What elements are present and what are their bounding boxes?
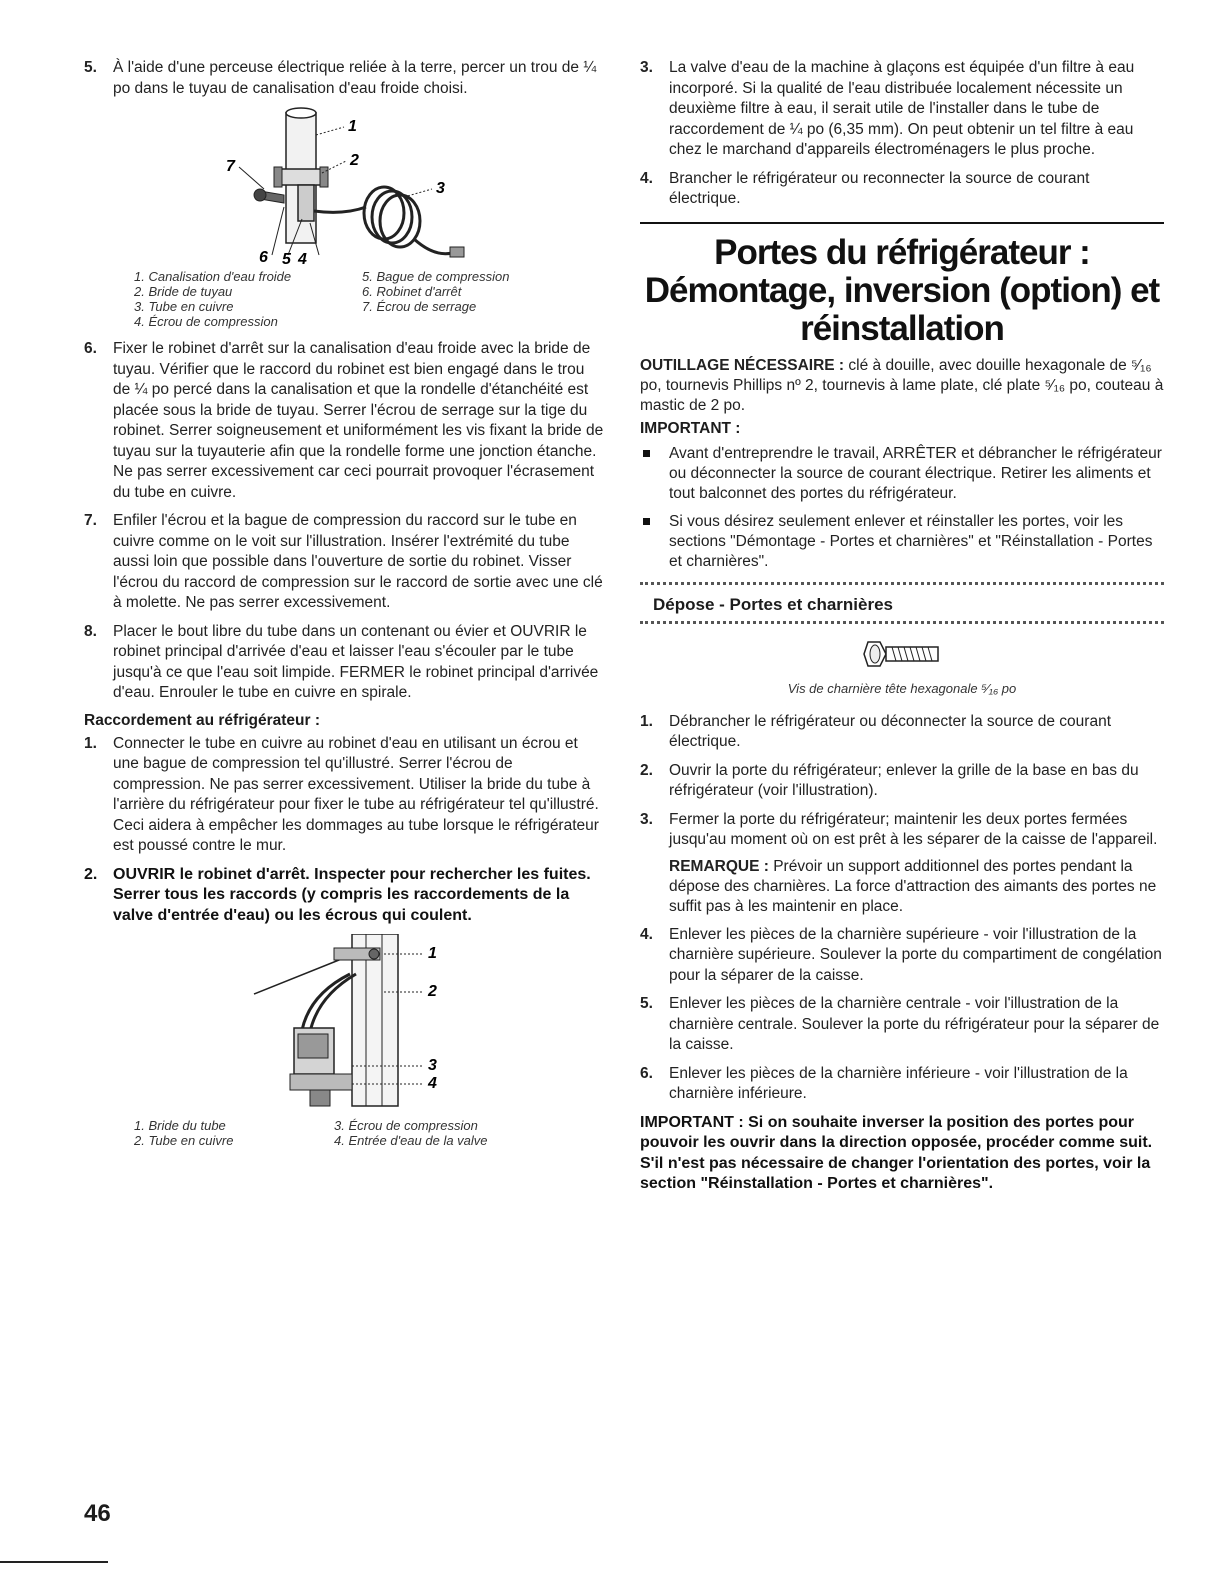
- step-number: 2.: [640, 761, 653, 779]
- caption: 3. Écrou de compression: [334, 1118, 478, 1133]
- raccord-step-1: [84, 734, 604, 857]
- callout-3: 3: [436, 180, 445, 197]
- step-text: Connecter le tube en cuivre au robinet d'eau en utilisant un écrou et une bague de compression tel qu'illustré. Serrer l'écrou de compression. Ne pas serrer excessivement. Utiliser la bride du tube à l'arrière du réfrigérateur pour fixer le tube au réfrigérateur tel qu'illustré. Ceci aidera à empêcher les dommages au tube lorsque le réfrigérateur est poussé contre le mur.: [113, 734, 599, 854]
- footer-rule: [0, 1561, 108, 1563]
- remarque-label: REMARQUE :: [669, 857, 769, 875]
- step-8: [84, 622, 604, 704]
- bullet-square-icon: [643, 450, 650, 457]
- callout-1: 1: [348, 118, 357, 135]
- step-number: 4.: [640, 169, 653, 187]
- caption: 1. Canalisation d'eau froide: [134, 269, 292, 284]
- page-number: 46: [84, 1500, 111, 1527]
- shutoff-valve-illustration: [84, 107, 604, 265]
- caption: 7. Écrou de serrage: [362, 299, 477, 314]
- figure-1-captions: [134, 269, 604, 329]
- caption: 4. Entrée d'eau de la valve: [334, 1133, 488, 1148]
- tools-text: clé à douille, avec douille hexagonale de ⁵⁄₁₆ po, tournevis Phillips nº 2, tournevis à lame plate, clé plate ⁵⁄₁₆ po, couteau à mastic de 2 po.: [640, 356, 1164, 414]
- step-number: 1.: [84, 734, 97, 752]
- caption: 6. Robinet d'arrêt: [362, 284, 462, 299]
- step-number: 3.: [640, 810, 653, 828]
- remarque-text: Prévoir un support additionnel des portes pendant la dépose des charnières. La force d'attraction des aimants des portes ne suffit pas à les maintenir en place.: [669, 857, 1157, 915]
- step-text: Ouvrir la porte du réfrigérateur; enlever la grille de la base en bas du réfrigérateur (voir l'illustration).: [669, 761, 1139, 799]
- callout-5: 5: [282, 251, 291, 265]
- screw-caption: Vis de charnière tête hexagonale ⁵⁄₁₆ po: [787, 680, 1017, 696]
- depose-step-2: [640, 761, 1164, 802]
- step-text: Enlever les pièces de la charnière inférieure - voir l'illustration de la charnière inférieure.: [669, 1064, 1128, 1102]
- important-label: IMPORTANT :: [640, 419, 741, 437]
- caption: 2. Tube en cuivre: [134, 1133, 234, 1148]
- step-number: 6.: [640, 1064, 653, 1082]
- left-column: [84, 58, 604, 1148]
- tools-label: OUTILLAGE NÉCESSAIRE :: [640, 356, 845, 374]
- depose-step-3: [640, 810, 1164, 917]
- depose-step-6: [640, 1064, 1164, 1105]
- callout-1: 1: [428, 945, 437, 962]
- hinge-screw-figure: [640, 638, 1164, 675]
- callout-4: 4: [428, 1075, 437, 1092]
- step-7: [84, 511, 604, 614]
- step-number: 8.: [84, 622, 97, 640]
- step-text: OUVRIR le robinet d'arrêt. Inspecter pour rechercher les fuites. Serrer tous les raccords (y compris les raccordements de la valve d'entrée d'eau) ou les écrous qui coulent.: [113, 865, 591, 924]
- step-3: [640, 58, 1164, 161]
- step-number: 2.: [84, 865, 98, 883]
- caption: 2. Bride de tuyau: [134, 284, 233, 299]
- shutoff-valve-figure: [84, 107, 604, 265]
- step-text: Fermer la porte du réfrigérateur; maintenir les deux portes fermées jusqu'au moment où on est prêt à les séparer de la caisse de l'appareil.: [669, 810, 1158, 848]
- step-text: Placer le bout libre du tube dans un contenant ou évier et OUVRIR le robinet principal d'arrivée d'eau et laisser l'eau s'écouler par le tube jusqu'à ce que l'eau soit limpide. FERMER le robinet principal d'arrivée d'eau. Enrouler le tube en cuivre en spirale.: [113, 622, 599, 701]
- dotted-divider: [640, 582, 1164, 585]
- caption: 1. Bride du tube: [134, 1118, 226, 1133]
- bullet-text: Si vous désirez seulement enlever et réinstaller les portes, voir les sections "Démontage - Portes et charnières" et "Réinstallation - Portes et charnières".: [669, 512, 1153, 570]
- bullet-item: [640, 512, 1164, 572]
- water-inlet-figure: [84, 934, 604, 1114]
- callout-7: 7: [226, 158, 235, 175]
- depose-step-1: [640, 712, 1164, 753]
- callout-2: 2: [350, 152, 359, 169]
- caption: 4. Écrou de compression: [134, 314, 278, 329]
- step-number: 7.: [84, 512, 97, 529]
- step-text: Brancher le réfrigérateur ou reconnecter la source de courant électrique.: [669, 169, 1090, 207]
- step-text: À l'aide d'une perceuse électrique reliée à la terre, percer un trou de ¼ po dans le tuyau de canalisation d'eau froide choisi.: [113, 59, 597, 97]
- section-divider: [640, 222, 1164, 224]
- hinge-screw-icon: [862, 638, 942, 670]
- step-text: Enlever les pièces de la charnière supérieure - voir l'illustration de la charnière supérieure. Soulever la porte du compartiment de congélation pour la séparer de la caisse.: [669, 925, 1162, 984]
- right-column: [640, 58, 1164, 1195]
- figure-2-captions: [134, 1118, 604, 1148]
- step-text: La valve d'eau de la machine à glaçons est équipée d'un filtre à eau incorporé. Si la qualité de l'eau distribuée localement nécessite un deuxième filtre à eau, il serait utile de l'installer dans le tube de raccordement de ¼ po (6,35 mm). On peut obtenir un tel filtre à eau chez le marchand d'appareils électroménagers le plus proche.: [669, 59, 1135, 158]
- caption: 5. Bague de compression: [362, 269, 510, 284]
- step-number: 1.: [640, 712, 653, 730]
- section-title: Portes du réfrigérateur : Démontage, inversion (option) et réinstallation: [644, 232, 1160, 348]
- tools-paragraph: [640, 356, 1164, 416]
- raccord-step-2: [84, 865, 604, 927]
- bullet-square-icon: [643, 518, 650, 525]
- caption: [362, 314, 604, 329]
- step-text: Fixer le robinet d'arrêt sur la canalisation d'eau froide avec la bride de tuyau. Vérifier que le raccord du robinet est bien engagé dans le trou de ¼ po percé dans la canalisation et que la rondelle d'étanchéité est placée sous la bride de tuyau. Serrer l'écrou de serrage sur la tige du robinet. Serrer soigneusement et uniformément les vis fixant la bride de tuyau sur la tuyauterie afin que la rondelle forme une jonction étanche. Ne pas serrer excessivement car ceci pourrait provoquer l'écrasement du tube en cuivre.: [113, 340, 604, 501]
- step-number: 3.: [640, 59, 653, 76]
- callout-4: 4: [298, 251, 307, 265]
- bullet-text: Avant d'entreprendre le travail, ARRÊTER et débrancher le réfrigérateur ou déconnecter la source de courant électrique. Retirer les aliments et tout balconnet des portes du réfrigérateur.: [669, 444, 1162, 502]
- caption: 3. Tube en cuivre: [134, 299, 234, 314]
- step-text: Débrancher le réfrigérateur ou déconnecter la source de courant électrique.: [669, 712, 1112, 750]
- step-text: Enfiler l'écrou et la bague de compression du raccord sur le tube en cuivre comme on le voit sur l'illustration. Insérer l'extrémité du tube aussi loin que possible dans l'ouverture de sortie du robinet. Visser l'écrou du raccord de compression sur le raccord de sortie avec une clé à molette. Ne pas serrer excessivement.: [113, 512, 603, 611]
- step-text: Enlever les pièces de la charnière centrale - voir l'illustration de la charnière centrale. Soulever la porte du réfrigérateur pour la séparer de la caisse.: [669, 995, 1160, 1053]
- step-4: [640, 169, 1164, 210]
- depose-title: Dépose - Portes et charnières: [653, 594, 893, 614]
- step-number: 4.: [640, 925, 653, 943]
- step-number: 5.: [640, 995, 653, 1012]
- water-inlet-illustration: [84, 934, 604, 1114]
- raccordement-heading: Raccordement au réfrigérateur :: [84, 711, 321, 729]
- important-final-notice: IMPORTANT : Si on souhaite inverser la position des portes pour pouvoir les ouvrir dans la direction opposée, procéder comme suit. S'il n'est pas nécessaire de changer l'orientation des portes, voir la section "Réinstallation - Portes et charnières".: [640, 1113, 1153, 1192]
- depose-step-5: [640, 994, 1164, 1056]
- bullet-item: [640, 444, 1164, 504]
- depose-step-4: [640, 925, 1164, 987]
- step-number: 6.: [84, 340, 97, 357]
- callout-6: 6: [259, 249, 268, 265]
- dotted-divider: [640, 621, 1164, 624]
- step-6: [84, 339, 604, 503]
- step-number: 5.: [84, 59, 97, 76]
- remarque-note: [669, 857, 1164, 917]
- callout-2: 2: [428, 983, 437, 1000]
- step-5: [84, 58, 604, 99]
- callout-3: 3: [428, 1057, 437, 1074]
